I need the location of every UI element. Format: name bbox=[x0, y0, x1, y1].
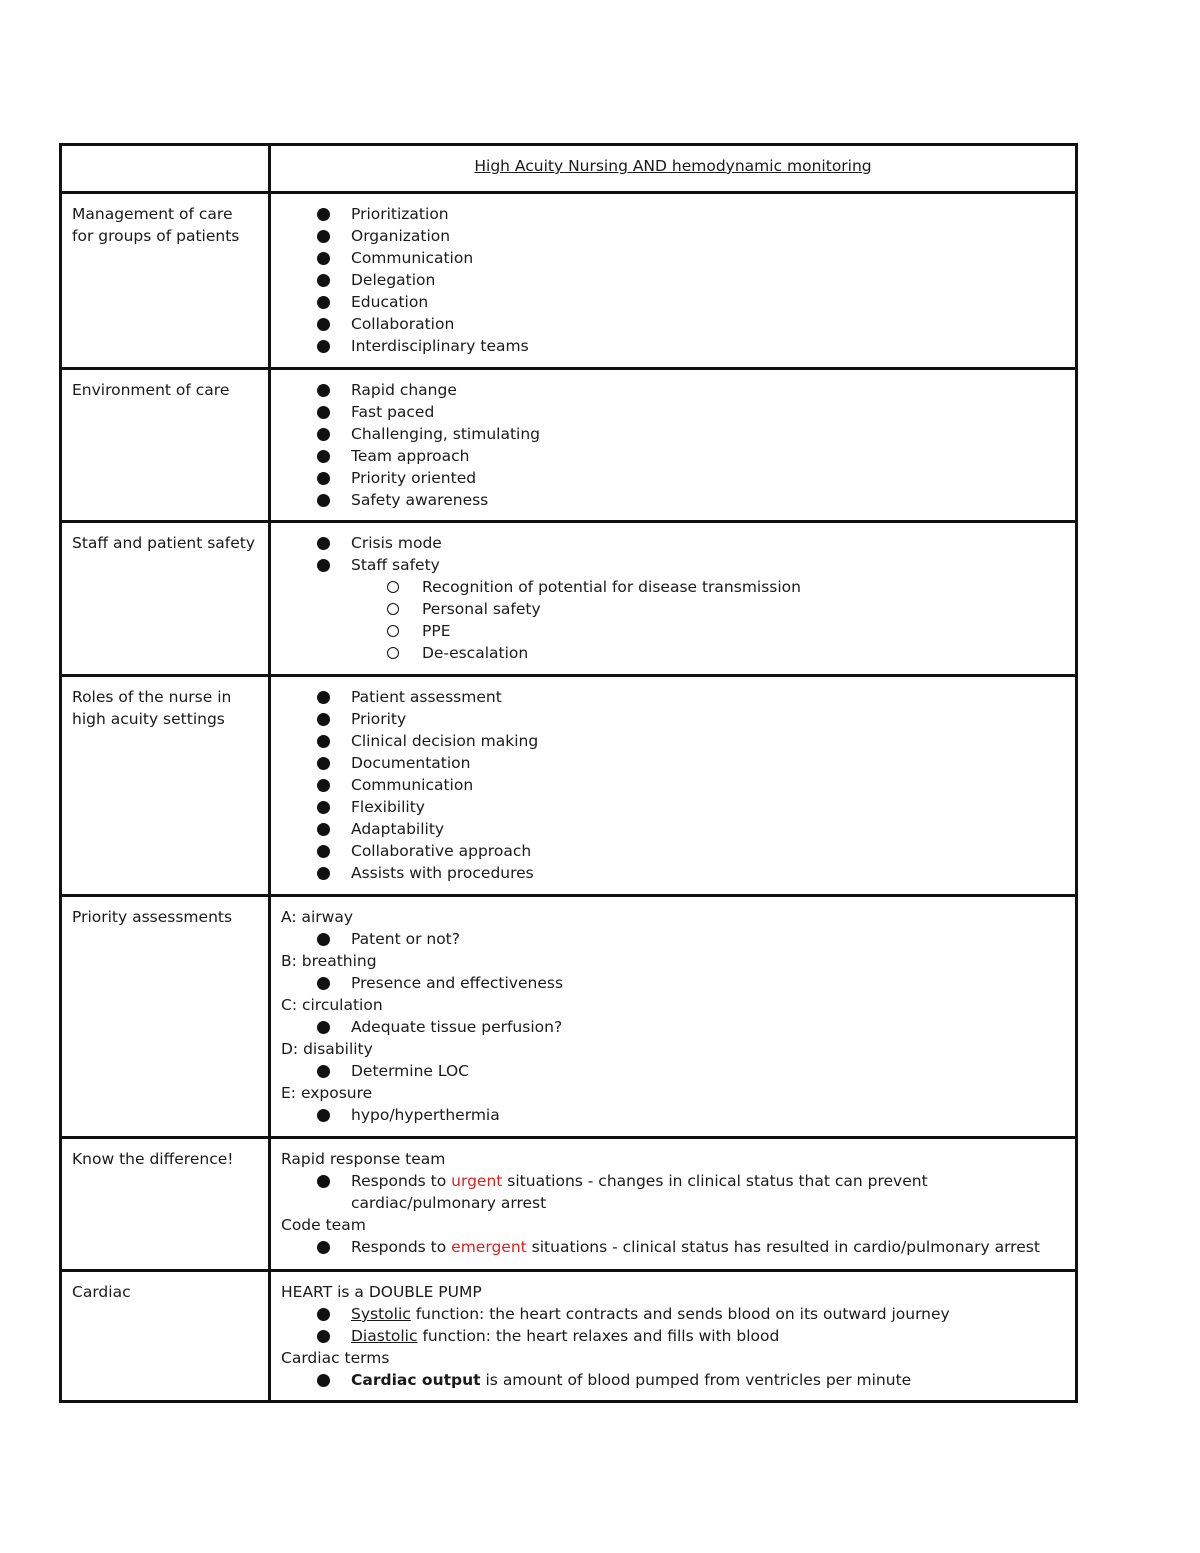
sub-list-item: De-escalation bbox=[281, 642, 1065, 664]
list-item bbox=[281, 1236, 1065, 1258]
bullet-list bbox=[281, 1303, 1065, 1347]
row-label: Cardiac bbox=[61, 1271, 270, 1402]
systolic-text: function: the heart contracts and sends blood on its outward journey bbox=[410, 1305, 950, 1323]
diastolic-text: function: the heart relaxes and fills with blood bbox=[417, 1327, 780, 1345]
list-item: Education bbox=[281, 291, 1065, 313]
bullet-list bbox=[281, 532, 1065, 576]
list-item: Priority oriented bbox=[281, 467, 1065, 489]
bullet-list bbox=[281, 203, 1065, 357]
code-pre: Responds to bbox=[351, 1238, 452, 1256]
table-row bbox=[61, 193, 1077, 369]
header-title-cell bbox=[270, 145, 1077, 193]
bullet-list bbox=[281, 1104, 1065, 1126]
code-post: situations - clinical status has resulted in cardio/pulmonary arrest bbox=[526, 1238, 1040, 1256]
list-item: Patient assessment bbox=[281, 686, 1065, 708]
table-row bbox=[61, 676, 1077, 896]
rrt-heading: Rapid response team bbox=[281, 1150, 446, 1168]
bullet-list bbox=[281, 1016, 1065, 1038]
list-item: Collaboration bbox=[281, 313, 1065, 335]
abcde-heading: E: exposure bbox=[281, 1084, 373, 1102]
list-item: Collaborative approach bbox=[281, 840, 1065, 862]
list-item: Safety awareness bbox=[281, 489, 1065, 511]
list-item bbox=[281, 1369, 1065, 1391]
list-item: Communication bbox=[281, 774, 1065, 796]
list-item: Adaptability bbox=[281, 818, 1065, 840]
row-label: Priority assessments bbox=[61, 896, 270, 1138]
row-content bbox=[270, 522, 1077, 676]
list-item: Fast paced bbox=[281, 401, 1065, 423]
systolic-term: Systolic bbox=[351, 1305, 411, 1323]
list-item: Documentation bbox=[281, 752, 1065, 774]
bullet-list bbox=[281, 972, 1065, 994]
rrt-post: situations - changes in clinical status that can prevent cardiac/pulmonary arrest bbox=[351, 1172, 928, 1212]
list-item: Communication bbox=[281, 247, 1065, 269]
row-content bbox=[270, 369, 1077, 522]
cardiac-output-text: is amount of blood pumped from ventricles per minute bbox=[480, 1371, 912, 1389]
row-content bbox=[270, 1271, 1077, 1402]
list-item bbox=[281, 1303, 1065, 1325]
table-row bbox=[61, 1271, 1077, 1402]
code-team-heading: Code team bbox=[281, 1216, 366, 1234]
list-item: Flexibility bbox=[281, 796, 1065, 818]
table-row bbox=[61, 1138, 1077, 1271]
bullet-list bbox=[281, 1236, 1065, 1258]
list-item: Presence and effectiveness bbox=[281, 972, 1065, 994]
list-item: Patent or not? bbox=[281, 928, 1065, 950]
list-item: Priority bbox=[281, 708, 1065, 730]
list-item: Interdisciplinary teams bbox=[281, 335, 1065, 357]
abcde-heading: D: disability bbox=[281, 1040, 373, 1058]
bullet-list bbox=[281, 686, 1065, 884]
row-content bbox=[270, 1138, 1077, 1271]
bullet-list bbox=[281, 1170, 1065, 1214]
abcde-heading: B: breathing bbox=[281, 952, 377, 970]
row-content bbox=[270, 896, 1077, 1138]
row-label: Environment of care bbox=[61, 369, 270, 522]
list-item: Determine LOC bbox=[281, 1060, 1065, 1082]
notes-table bbox=[59, 143, 1078, 1403]
header-row bbox=[61, 145, 1077, 193]
list-item: Prioritization bbox=[281, 203, 1065, 225]
emergent-highlight: emergent bbox=[451, 1238, 527, 1256]
list-item: Crisis mode bbox=[281, 532, 1065, 554]
diastolic-term: Diastolic bbox=[351, 1327, 418, 1345]
header-blank-cell bbox=[61, 145, 270, 193]
list-item: Staff safety bbox=[281, 554, 1065, 576]
list-item: Adequate tissue perfusion? bbox=[281, 1016, 1065, 1038]
rrt-pre: Responds to bbox=[351, 1172, 452, 1190]
row-content bbox=[270, 676, 1077, 896]
sub-list-item: Recognition of potential for disease transmission bbox=[281, 576, 1065, 598]
bullet-list bbox=[281, 379, 1065, 511]
list-item: Team approach bbox=[281, 445, 1065, 467]
sub-list-item: PPE bbox=[281, 620, 1065, 642]
bullet-list bbox=[281, 1060, 1065, 1082]
page-title: High Acuity Nursing AND hemodynamic monitoring bbox=[474, 157, 872, 175]
list-item: Organization bbox=[281, 225, 1065, 247]
bullet-list bbox=[281, 928, 1065, 950]
table-row bbox=[61, 896, 1077, 1138]
urgent-highlight: urgent bbox=[451, 1172, 503, 1190]
cardiac-terms-heading: Cardiac terms bbox=[281, 1349, 390, 1367]
table-row bbox=[61, 369, 1077, 522]
list-item bbox=[281, 1170, 1065, 1214]
row-label: Staff and patient safety bbox=[61, 522, 270, 676]
table-row bbox=[61, 522, 1077, 676]
row-label: Management of care for groups of patients bbox=[61, 193, 270, 369]
list-item: hypo/hyperthermia bbox=[281, 1104, 1065, 1126]
row-label: Roles of the nurse in high acuity settings bbox=[61, 676, 270, 896]
bullet-list bbox=[281, 1369, 1065, 1391]
row-label: Know the difference! bbox=[61, 1138, 270, 1271]
abcde-heading: A: airway bbox=[281, 908, 354, 926]
list-item: Assists with procedures bbox=[281, 862, 1065, 884]
list-item: Delegation bbox=[281, 269, 1065, 291]
sub-bullet-list bbox=[281, 576, 1065, 664]
row-content bbox=[270, 193, 1077, 369]
list-item: Challenging, stimulating bbox=[281, 423, 1065, 445]
cardiac-output-term: Cardiac output bbox=[351, 1371, 481, 1389]
list-item bbox=[281, 1325, 1065, 1347]
list-item: Rapid change bbox=[281, 379, 1065, 401]
sub-list-item: Personal safety bbox=[281, 598, 1065, 620]
list-item: Clinical decision making bbox=[281, 730, 1065, 752]
double-pump-heading: HEART is a DOUBLE PUMP bbox=[281, 1283, 482, 1301]
abcde-heading: C: circulation bbox=[281, 996, 383, 1014]
